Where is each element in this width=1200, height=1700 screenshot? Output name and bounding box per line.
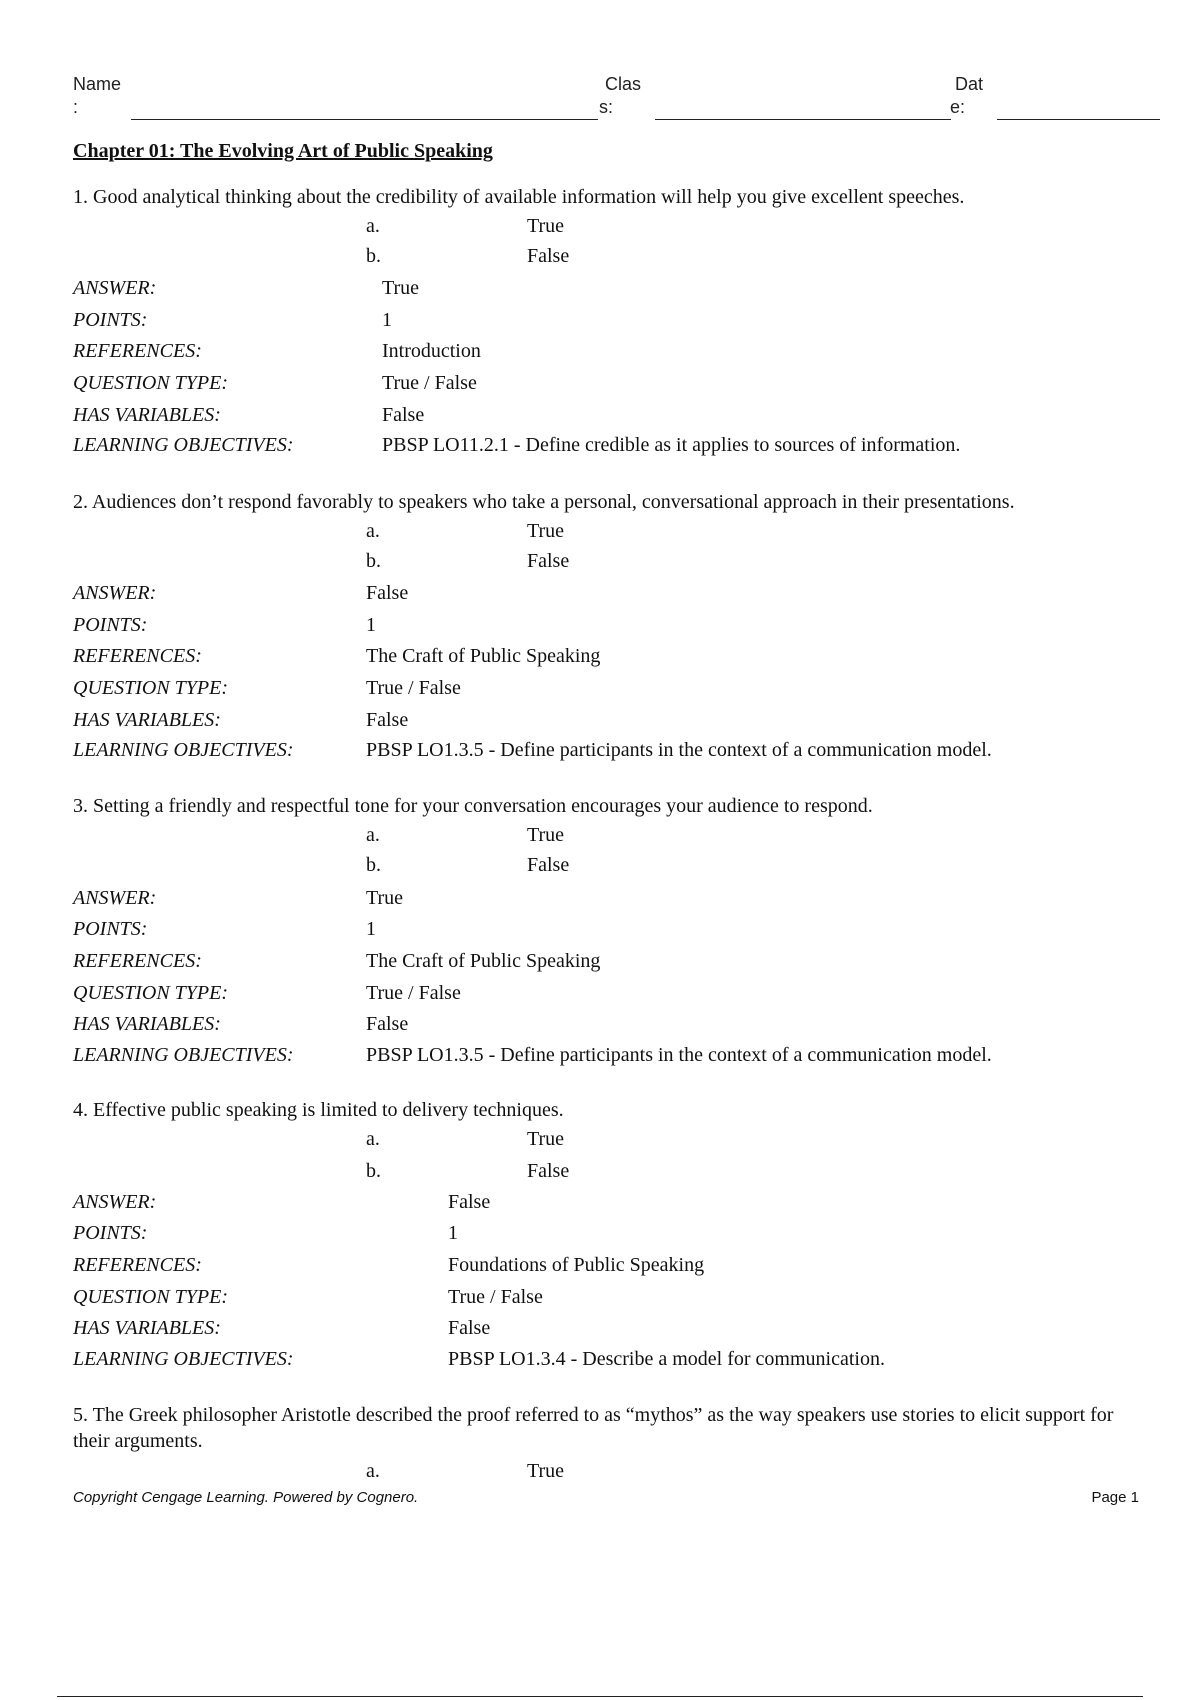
q3-option-b-letter: b. — [366, 854, 381, 876]
q1-question-type-label: QUESTION TYPE: — [73, 372, 229, 394]
q1-learning-objectives-label: LEARNING OBJECTIVES: — [73, 434, 294, 456]
q1-answer-value: True — [382, 277, 420, 299]
date-label-suffix: e: — [950, 97, 966, 117]
q3-learning-objectives-label: LEARNING OBJECTIVES: — [73, 1044, 294, 1066]
q1-references-label: REFERENCES: — [73, 340, 202, 362]
q4-question-type-value: True / False — [448, 1286, 543, 1308]
q3-points-value: 1 — [366, 918, 376, 940]
name-label-text: Name — [73, 74, 122, 94]
q4-question-type-label: QUESTION TYPE: — [73, 1286, 229, 1308]
class-label: Clas — [605, 74, 642, 94]
q3-option-a-text: True — [527, 824, 565, 846]
date-field-line[interactable] — [997, 119, 1160, 120]
q4-has-variables-label: HAS VARIABLES: — [73, 1317, 221, 1339]
q2-option-b-text: False — [527, 550, 570, 572]
q2-option-a-letter: a. — [366, 520, 380, 542]
question-4-text: 4. Effective public speaking is limited to delivery techniques. — [73, 1099, 564, 1121]
q3-points-label: POINTS: — [73, 918, 148, 940]
q2-answer-value: False — [366, 582, 409, 604]
q3-references-value: The Craft of Public Speaking — [366, 950, 601, 972]
q5-option-a-text: True — [527, 1460, 565, 1482]
q4-learning-objectives-label: LEARNING OBJECTIVES: — [73, 1348, 294, 1370]
q2-references-label: REFERENCES: — [73, 645, 202, 667]
q4-option-b-text: False — [527, 1160, 570, 1182]
q1-question-type-value: True / False — [382, 372, 477, 394]
q4-points-value: 1 — [448, 1222, 458, 1244]
name-label — [73, 73, 121, 95]
name-field-line[interactable] — [131, 119, 598, 120]
q1-points-label: POINTS: — [73, 309, 148, 331]
q2-question-type-value: True / False — [366, 677, 461, 699]
q2-has-variables-label: HAS VARIABLES: — [73, 709, 221, 731]
q2-points-value: 1 — [366, 614, 376, 636]
class-label-suffix: s: — [599, 97, 614, 117]
q2-option-b-letter: b. — [366, 550, 381, 572]
q4-answer-value: False — [448, 1191, 491, 1213]
q2-learning-objectives-value: PBSP LO1.3.5 - Define participants in the context of a communication model. — [366, 739, 992, 761]
q4-option-a-letter: a. — [366, 1128, 380, 1150]
q1-option-a-text: True — [527, 215, 565, 237]
q5-option-a-letter: a. — [366, 1460, 380, 1482]
question-5-text: 5. The Greek philosopher Aristotle described the proof referred to as “mythos” as the way speakers use stories to elicit support for their arguments. — [73, 1404, 1114, 1452]
q2-learning-objectives-label: LEARNING OBJECTIVES: — [73, 739, 294, 761]
q3-has-variables-label: HAS VARIABLES: — [73, 1013, 221, 1035]
q3-references-label: REFERENCES: — [73, 950, 202, 972]
q1-option-b-text: False — [527, 245, 570, 267]
q1-learning-objectives-value: PBSP LO11.2.1 - Define credible as it applies to sources of information. — [382, 434, 961, 456]
q1-references-value: Introduction — [382, 340, 481, 362]
q4-option-b-letter: b. — [366, 1160, 381, 1182]
name-label-colon: : — [73, 97, 79, 117]
q3-learning-objectives-value: PBSP LO1.3.5 - Define participants in the context of a communication model. — [366, 1044, 992, 1066]
q3-question-type-label: QUESTION TYPE: — [73, 982, 229, 1004]
question-2-text: 2. Audiences don’t respond favorably to speakers who take a personal, conversational approach in their presentations. — [73, 491, 1015, 513]
q2-question-type-label: QUESTION TYPE: — [73, 677, 229, 699]
q3-option-a-letter: a. — [366, 824, 380, 846]
q4-option-a-text: True — [527, 1128, 565, 1150]
question-3-text: 3. Setting a friendly and respectful tone for your conversation encourages your audience to respond. — [73, 795, 873, 817]
q1-option-a-letter: a. — [366, 215, 380, 237]
q3-has-variables-value: False — [366, 1013, 409, 1035]
question-1-text: 1. Good analytical thinking about the credibility of available information will help you give excellent speeches. — [73, 186, 965, 208]
q4-references-value: Foundations of Public Speaking — [448, 1254, 705, 1276]
q4-answer-label: ANSWER: — [73, 1191, 157, 1213]
q1-points-value: 1 — [382, 309, 392, 331]
q4-learning-objectives-value: PBSP LO1.3.4 - Describe a model for communication. — [448, 1348, 885, 1370]
q2-points-label: POINTS: — [73, 614, 148, 636]
q2-references-value: The Craft of Public Speaking — [366, 645, 601, 667]
q3-option-b-text: False — [527, 854, 570, 876]
page-bottom-divider — [57, 1696, 1143, 1697]
q2-answer-label: ANSWER: — [73, 582, 157, 604]
footer-page-number: Page 1 — [1091, 1489, 1139, 1506]
q4-points-label: POINTS: — [73, 1222, 148, 1244]
q4-references-label: REFERENCES: — [73, 1254, 202, 1276]
q2-has-variables-value: False — [366, 709, 409, 731]
q3-question-type-value: True / False — [366, 982, 461, 1004]
q4-has-variables-value: False — [448, 1317, 491, 1339]
class-field-line[interactable] — [655, 119, 951, 120]
q1-answer-label: ANSWER: — [73, 277, 157, 299]
footer-copyright: Copyright Cengage Learning. Powered by Cognero. — [73, 1489, 419, 1506]
chapter-title: Chapter 01: The Evolving Art of Public Speaking — [73, 140, 493, 162]
q1-has-variables-label: HAS VARIABLES: — [73, 404, 221, 426]
q1-has-variables-value: False — [382, 404, 425, 426]
q3-answer-label: ANSWER: — [73, 887, 157, 909]
q2-option-a-text: True — [527, 520, 565, 542]
date-label: Dat — [955, 74, 984, 94]
q1-option-b-letter: b. — [366, 245, 381, 267]
q3-answer-value: True — [366, 887, 404, 909]
